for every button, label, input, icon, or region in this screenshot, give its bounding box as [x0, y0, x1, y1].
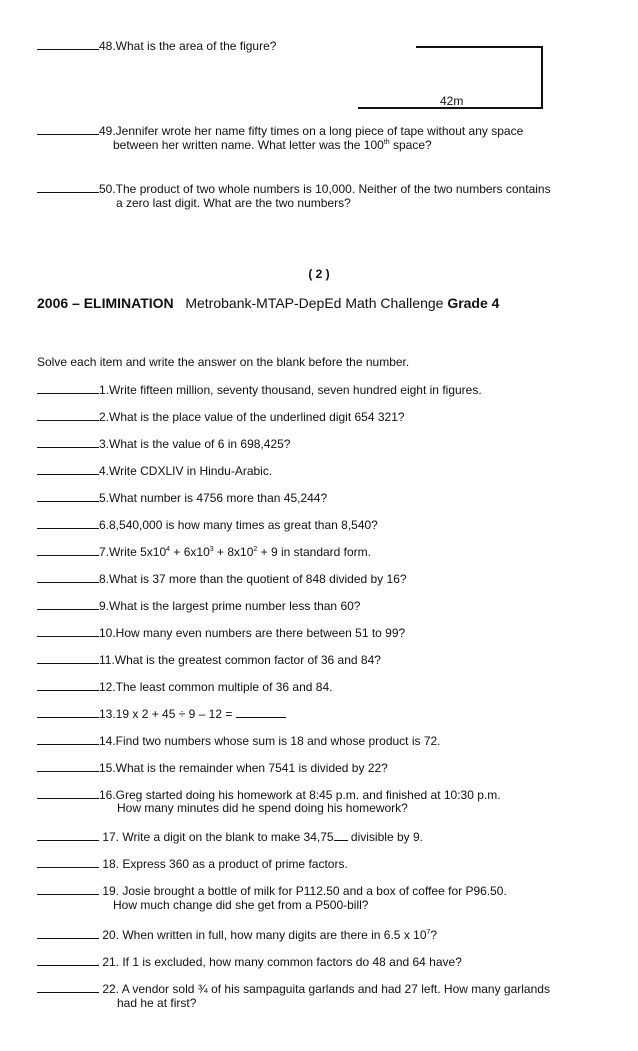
instructions: Solve each item and write the answer on the blank before the number.	[37, 355, 410, 369]
question-text: + 8x10	[213, 545, 254, 559]
question-text: 11.What is the greatest common factor of 36 and 84?	[99, 653, 381, 667]
question-8	[37, 571, 407, 587]
question-text: 17. Write a digit on the blank to make 34,75	[99, 830, 334, 844]
figure-right-line	[541, 46, 543, 108]
answer-blank[interactable]	[37, 981, 99, 993]
question-17	[37, 829, 423, 845]
question-text: + 9 in standard form.	[257, 545, 372, 559]
header-year-round: 2006 – ELIMINATION	[37, 295, 174, 311]
question-1	[37, 382, 482, 398]
header-title: Metrobank-MTAP-DepEd Math Challenge	[185, 295, 444, 311]
inline-answer-blank[interactable]	[236, 707, 286, 718]
question-text: 10.How many even numbers are there between 51 to 99?	[99, 626, 406, 640]
question-19-continued: How much change did she get from a P500-bill?	[113, 898, 369, 912]
header-grade: Grade 4	[447, 295, 500, 311]
digit-blank[interactable]	[334, 830, 348, 841]
question-text: between her written name. What letter was the 100	[113, 138, 384, 152]
question-text: 4.Write CDXLIV in Hindu-Arabic.	[99, 464, 273, 478]
answer-blank[interactable]	[37, 883, 99, 895]
answer-blank[interactable]	[37, 123, 99, 135]
superscript: th	[383, 139, 390, 146]
question-10	[37, 625, 405, 641]
answer-blank[interactable]	[37, 927, 99, 939]
superscript: 4	[166, 546, 171, 553]
question-text: 13.19 x 2 + 45 ÷ 9 – 12 =	[99, 707, 236, 721]
question-text: 48.What is the area of the figure?	[99, 39, 277, 53]
answer-blank[interactable]	[37, 382, 99, 394]
question-text: 16.Greg started doing his homework at 8:45 p.m. and finished at 10:30 p.m.	[99, 788, 501, 802]
question-50-continued: a zero last digit. What are the two numbers?	[116, 196, 351, 210]
question-14	[37, 733, 441, 749]
answer-blank[interactable]	[37, 463, 99, 475]
question-text: ?	[430, 928, 438, 942]
question-text: 9.What is the largest prime number less than 60?	[99, 599, 361, 613]
question-text: 21. If 1 is excluded, how many common factors do 48 and 64 have?	[99, 955, 462, 969]
question-22	[37, 981, 550, 997]
superscript: 3	[209, 546, 214, 553]
question-text: 2.What is the place value of the underlined digit 654 321?	[99, 410, 405, 424]
question-text: 50.The product of two whole numbers is 10,000. Neither of the two numbers contains	[99, 182, 551, 196]
question-19	[37, 883, 507, 899]
question-4	[37, 463, 272, 479]
question-7	[37, 544, 371, 560]
figure-dimension-label: 42m	[440, 94, 464, 108]
question-text: divisible by 9.	[347, 830, 423, 844]
answer-blank[interactable]	[37, 436, 99, 448]
answer-blank[interactable]	[37, 490, 99, 502]
answer-blank[interactable]	[37, 571, 99, 583]
question-text: 7.Write 5x10	[99, 545, 167, 559]
answer-blank[interactable]	[37, 733, 99, 745]
question-text: 49.Jennifer wrote her name fifty times on a long piece of tape without any space	[99, 124, 524, 138]
answer-blank[interactable]	[37, 544, 99, 556]
question-text: 19. Josie brought a bottle of milk for P112.50 and a box of coffee for P96.50.	[99, 884, 507, 898]
question-13	[37, 706, 286, 722]
question-3	[37, 436, 290, 452]
question-21	[37, 954, 462, 970]
figure-top-line	[416, 46, 543, 48]
answer-blank[interactable]	[37, 856, 99, 868]
answer-blank[interactable]	[37, 829, 99, 841]
question-2	[37, 409, 405, 425]
question-12	[37, 679, 332, 695]
question-20	[37, 927, 437, 943]
question-50	[37, 181, 551, 197]
answer-blank[interactable]	[37, 954, 99, 966]
question-text: 18. Express 360 as a product of prime factors.	[99, 857, 348, 871]
question-text: 22. A vendor sold ¾ of his sampaguita garlands and had 27 left. How many garlands	[99, 982, 550, 996]
question-text: 14.Find two numbers whose sum is 18 and whose product is 72.	[99, 734, 441, 748]
question-48	[37, 38, 276, 54]
answer-blank[interactable]	[37, 706, 99, 718]
page-number: ( 2 )	[308, 267, 330, 281]
question-text: 5.What number is 4756 more than 45,244?	[99, 491, 328, 505]
question-text: 15.What is the remainder when 7541 is divided by 22?	[99, 761, 388, 775]
question-text: 6.8,540,000 is how many times as great than 8,540?	[99, 518, 378, 532]
question-9	[37, 598, 360, 614]
answer-blank[interactable]	[37, 409, 99, 421]
question-16-continued: How many minutes did he spend doing his homework?	[117, 801, 408, 815]
answer-blank[interactable]	[37, 787, 99, 799]
question-49	[37, 123, 523, 139]
question-text: + 6x10	[170, 545, 210, 559]
question-text: 20. When written in full, how many digits are there in 6.5 x 10	[99, 928, 427, 942]
answer-blank[interactable]	[37, 652, 99, 664]
answer-blank[interactable]	[37, 38, 99, 50]
question-6	[37, 517, 378, 533]
answer-blank[interactable]	[37, 679, 99, 691]
question-text: 1.Write fifteen million, seventy thousand, seven hundred eight in figures.	[99, 383, 482, 397]
question-text: 8.What is 37 more than the quotient of 848 divided by 16?	[99, 572, 407, 586]
question-text: 12.The least common multiple of 36 and 84.	[99, 680, 333, 694]
page-header	[37, 295, 499, 311]
answer-blank[interactable]	[37, 625, 99, 637]
question-text: 3.What is the value of 6 in 698,425?	[99, 437, 291, 451]
question-22-continued: had he at first?	[117, 996, 197, 1010]
answer-blank[interactable]	[37, 181, 99, 193]
answer-blank[interactable]	[37, 598, 99, 610]
question-5	[37, 490, 327, 506]
superscript: 7	[426, 929, 431, 936]
answer-blank[interactable]	[37, 517, 99, 529]
superscript: 2	[253, 546, 258, 553]
question-15	[37, 760, 388, 776]
question-11	[37, 652, 381, 668]
answer-blank[interactable]	[37, 760, 99, 772]
question-18	[37, 856, 348, 872]
question-text: space?	[389, 138, 432, 152]
question-49-continued	[113, 138, 432, 153]
